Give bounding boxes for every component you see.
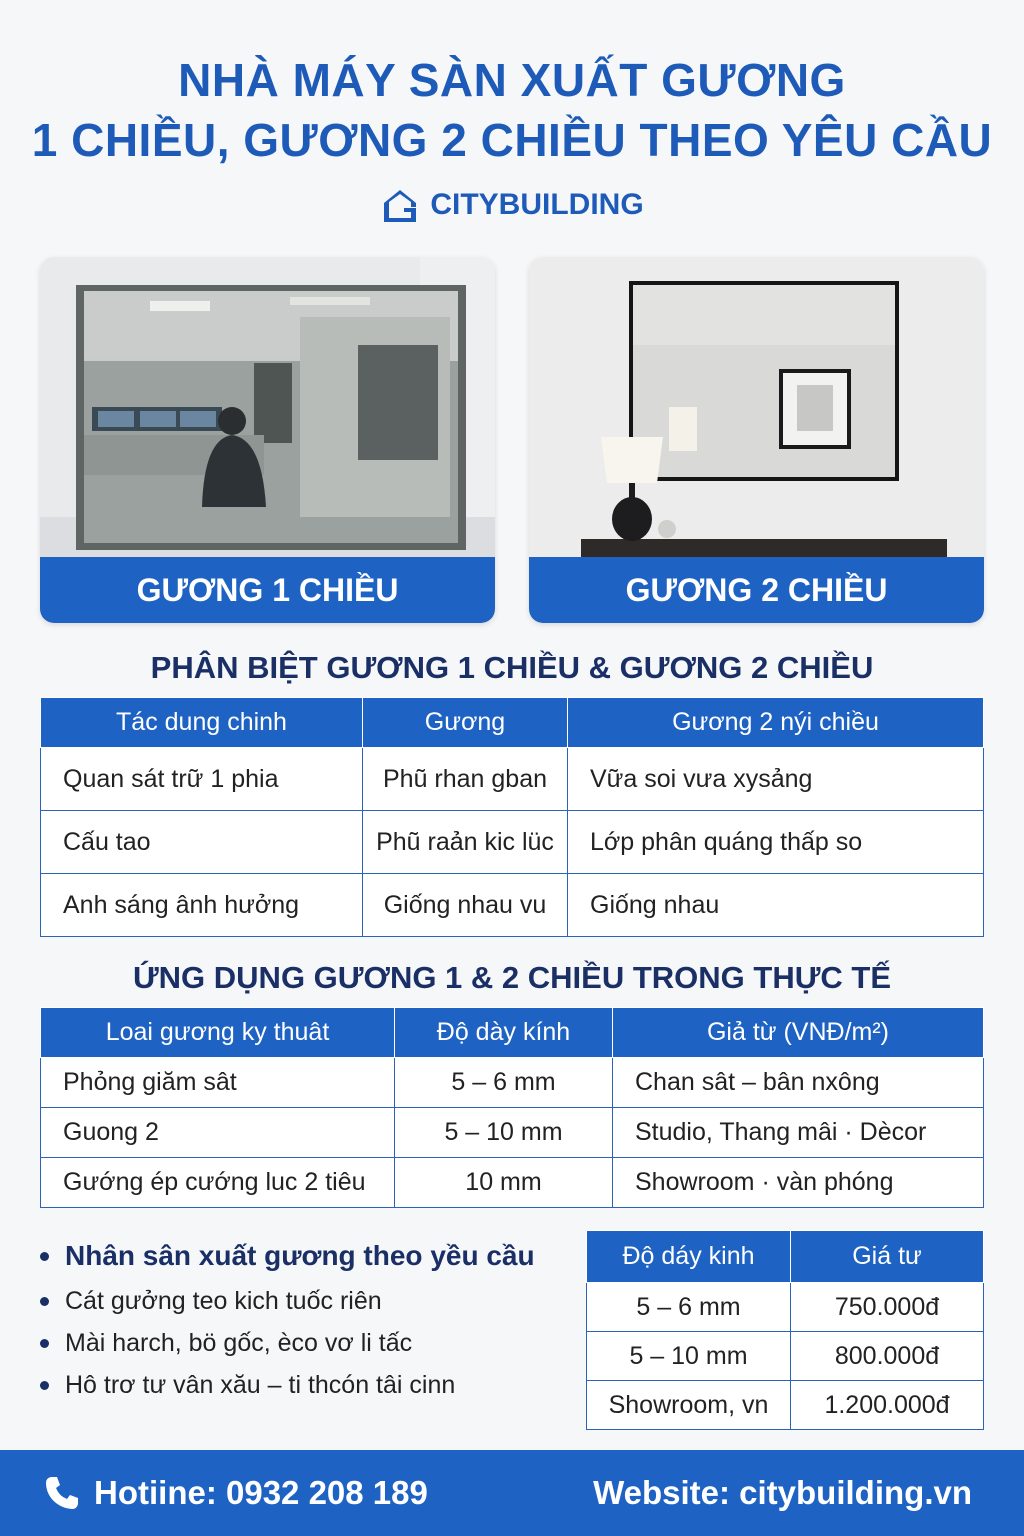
table-header-row (41, 698, 984, 748)
product-label-two-way: GƯƠNG 2 CHIỀU (529, 557, 984, 623)
table-row (41, 1058, 984, 1108)
table-cell: Gướng ép cướng luc 2 tiêu (41, 1158, 395, 1208)
product-card-one-way[interactable] (40, 257, 495, 623)
title-line-2: 1 CHIỀU, GƯƠNG 2 CHIỀU THEO YÊU CẦU (31, 114, 993, 166)
column-header: Giả từ (VNĐ/m²) (613, 1008, 984, 1058)
column-header: Độ dáy kinh (587, 1231, 791, 1283)
column-header: Giá tư (791, 1231, 984, 1283)
services-list (40, 1232, 570, 1406)
comparison-table (40, 697, 984, 937)
table-cell: 5 – 10 mm (395, 1108, 613, 1158)
table-cell: Cấu tao (41, 811, 363, 874)
table-cell: Lớp phân quáng thấp so (568, 811, 984, 874)
table-header-row (41, 1008, 984, 1058)
compare-section-title: PHÂN BIỆT GƯƠNG 1 CHIỀU & GƯƠNG 2 CHIỀU (150, 650, 874, 685)
applications-section-title: ỨNG DỤNG GƯƠNG 1 & 2 CHIỀU TRONG THỰC TẾ (132, 960, 892, 995)
column-header: Độ dày kính (395, 1008, 613, 1058)
column-header: Tác dung chinh (41, 698, 363, 748)
brand-name: CITYBUILDING (430, 188, 644, 221)
phone-icon (42, 1473, 82, 1513)
one-way-mirror-photo (40, 257, 495, 557)
product-card-two-way[interactable] (529, 257, 984, 623)
table-cell: 800.000đ (791, 1332, 984, 1381)
list-item (40, 1364, 570, 1406)
table-row (587, 1283, 984, 1332)
footer-bar (0, 1450, 1024, 1536)
list-item (40, 1280, 570, 1322)
table-cell: Phỏng giăm sât (41, 1058, 395, 1108)
table-row (41, 874, 984, 937)
table-row (41, 1108, 984, 1158)
service-text: Hô trơ tư vân xău – ti thcón tâi cinn (65, 1370, 456, 1399)
table-cell: 750.000đ (791, 1283, 984, 1332)
hotline-link[interactable] (42, 1473, 428, 1513)
table-cell: Giống nhau (568, 874, 984, 937)
website-link[interactable]: Website: citybuilding.vn (593, 1474, 972, 1511)
table-cell: Anh sáng ânh hưởng (41, 874, 363, 937)
table-cell: 1.200.000đ (791, 1381, 984, 1430)
services-lead: Nhân sân xuất gương theo yều cầu (65, 1240, 535, 1271)
brand-logo (0, 185, 1024, 225)
page-title (0, 50, 1024, 170)
bullet-icon (40, 1297, 49, 1306)
house-logo-icon (380, 185, 420, 225)
applications-table (40, 1007, 984, 1208)
service-text: Cát gưởng teo kich tuốc riên (65, 1286, 382, 1315)
table-row (41, 811, 984, 874)
bullet-icon (40, 1252, 49, 1261)
table-row (41, 1158, 984, 1208)
title-line-1: NHÀ MÁY SÀN XUẤT GƯƠNG (178, 54, 846, 106)
table-cell: Vữa soi vưa xysảng (568, 748, 984, 811)
two-way-mirror-photo (529, 257, 984, 557)
list-item (40, 1322, 570, 1364)
table-row (587, 1381, 984, 1430)
bullet-icon (40, 1339, 49, 1348)
table-cell: Phũ raản kic lüc (363, 811, 568, 874)
table-cell: Studio, Thang mâi · Dècor (613, 1108, 984, 1158)
table-cell: Phũ rhan gban (363, 748, 568, 811)
list-item (40, 1232, 570, 1280)
price-table (586, 1230, 984, 1430)
bullet-icon (40, 1381, 49, 1390)
table-row (41, 748, 984, 811)
hotline-text: Hotiine: 0932 208 189 (94, 1474, 428, 1511)
table-cell: Showroom · vàn phóng (613, 1158, 984, 1208)
table-cell: Giống nhau vu (363, 874, 568, 937)
table-row (587, 1332, 984, 1381)
product-label-one-way: GƯƠNG 1 CHIỀU (40, 557, 495, 623)
service-text: Mài harch, bö gốc, èco vơ li tấc (65, 1328, 413, 1357)
column-header: Gương 2 nýi chiều (568, 698, 984, 748)
table-header-row (587, 1231, 984, 1283)
table-cell: Showroom, vn (587, 1381, 791, 1430)
table-cell: 5 – 6 mm (395, 1058, 613, 1108)
table-cell: 5 – 6 mm (587, 1283, 791, 1332)
table-cell: 5 – 10 mm (587, 1332, 791, 1381)
table-cell: Chan sât – bân nxông (613, 1058, 984, 1108)
table-cell: 10 mm (395, 1158, 613, 1208)
column-header: Gương (363, 698, 568, 748)
table-cell: Quan sát trữ 1 phia (41, 748, 363, 811)
column-header: Loai gương ky thuât (41, 1008, 395, 1058)
table-cell: Guong 2 (41, 1108, 395, 1158)
